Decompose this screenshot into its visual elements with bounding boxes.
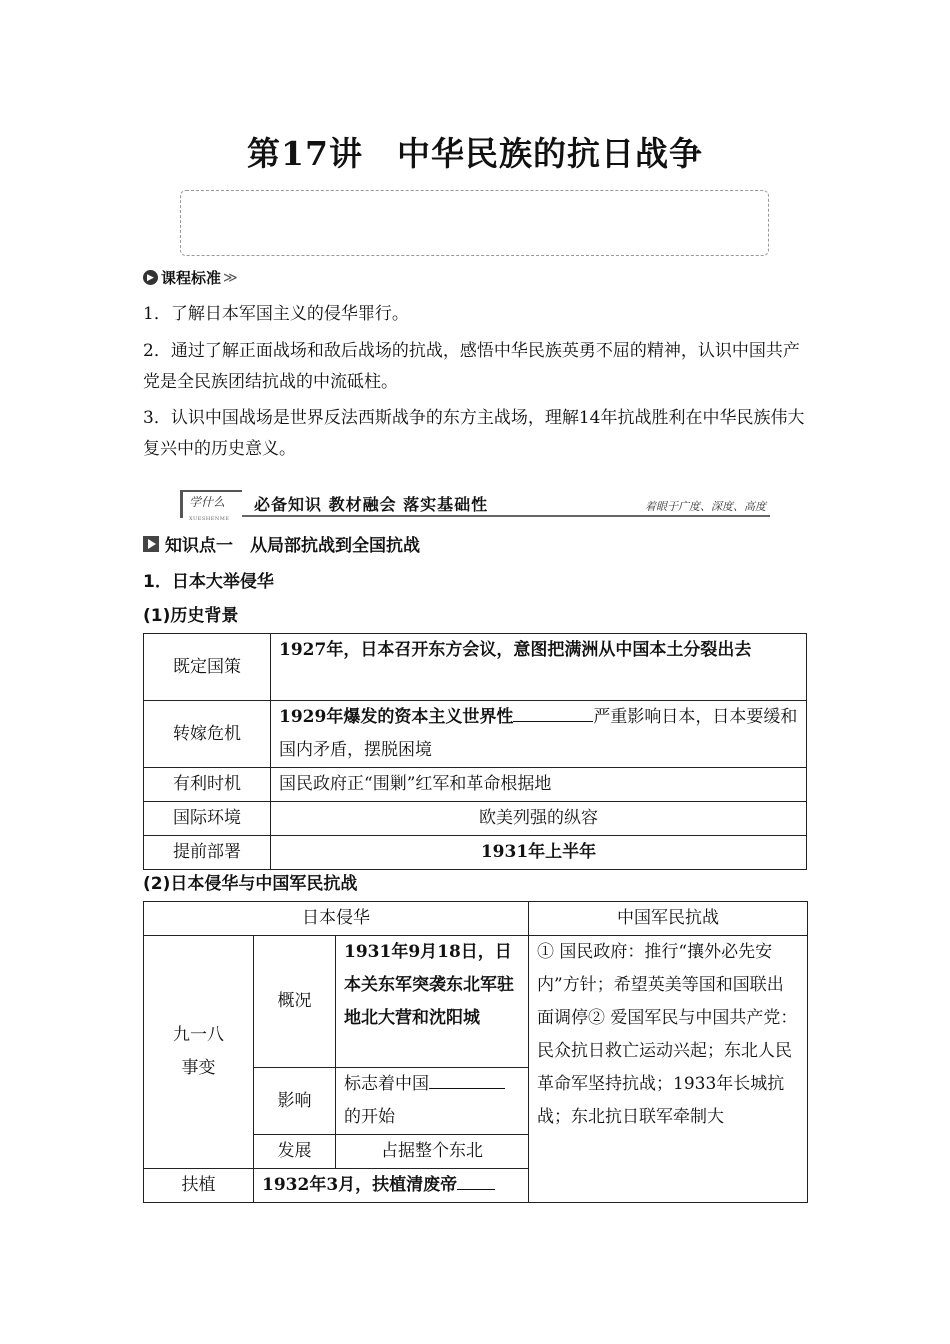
play-circle-icon: ▶ [143,270,158,285]
table-value: 1931年上半年 [271,836,807,870]
row-text [336,1068,529,1135]
section-heading-1: 1．日本大举侵华 [143,572,274,592]
page-title: 第17讲 中华民族的抗日战争 [247,134,703,173]
standard-item-3: 3．认识中国战场是世界反法西斯战争的东方主战场，理解14年抗战胜利在中华民族伟大复兴中的历史意义。 [143,408,805,459]
table-header-row [144,902,808,936]
row-text-part: 标志着中国 [344,1074,429,1094]
table-key: 既定国策 [144,634,271,701]
row-label: 发展 [254,1135,336,1169]
fill-blank [513,720,593,722]
table-row [144,768,807,802]
subheading-background: (1)历史背景 [143,606,239,626]
background-table [143,633,807,870]
section-banner [180,490,770,520]
puppet-label: 扶植 [144,1169,254,1203]
banner-rule [242,515,770,517]
table-value-part: 1929年爆发的资本主义世界性 [279,707,514,727]
table-key: 转嫁危机 [144,701,271,768]
table-row [144,936,808,1068]
play-square-icon [143,536,159,552]
puppet-text [254,1169,529,1203]
puppet-text-part: 1932年3月，扶植清废帝 [262,1175,458,1195]
knowledge-point-text: 知识点一 从局部抗战到全国抗战 [165,536,420,556]
knowledge-point-heading [143,531,420,556]
header-japan-invasion: 日本侵华 [144,902,529,936]
banner-logo-sub: XUESHENME [189,516,230,522]
banner-middle-text: 必备知识 教材融会 落实基础性 [254,495,489,514]
invasion-resistance-table [143,901,808,1203]
table-row [144,836,807,870]
row-label: 概况 [254,936,336,1068]
double-chevron-icon: ≫ [223,269,238,286]
banner-logo-text: 学什么 [189,495,226,509]
banner-right-text: 着眼于广度、深度、高度 [645,500,766,513]
course-standard-heading [143,267,238,288]
course-standard-label: 课程标准 [161,269,222,287]
fill-blank [457,1188,495,1190]
table-value-part: 严重影响日本，日本要缓和国内矛盾，摆脱困境 [279,707,798,760]
event-label: 九一八事变 [144,936,254,1169]
resistance-text: ① 国民政府：推行“攘外必先安内”方针；希望英美等国和国联出面调停② 爱国军民与中国共产党：民众抗日救亡运动兴起；东北人民革命军坚持抗战；1933年长城抗战；东北抗日联军牵制大 [529,936,808,1203]
table-value: 欧美列强的纵容 [271,802,807,836]
subheading-invasion: (2)日本侵华与中国军民抗战 [143,874,358,894]
table-row [144,634,807,701]
fill-blank [429,1087,505,1089]
table-value: 国民政府正“围剿”红军和革命根据地 [271,768,807,802]
table-value [271,701,807,768]
row-text: 占据整个东北 [336,1135,529,1169]
row-text-part: 的开始 [344,1107,395,1127]
banner-logo [180,490,242,522]
table-row [144,802,807,836]
header-chinese-resistance: 中国军民抗战 [529,902,808,936]
table-key: 提前部署 [144,836,271,870]
table-value: 1927年，日本召开东方会议，意图把满洲从中国本土分裂出去 [271,634,807,701]
empty-dashed-box [180,190,769,256]
row-label: 影响 [254,1068,336,1135]
table-key: 有利时机 [144,768,271,802]
table-row [144,701,807,768]
row-text: 1931年9月18日，日本关东军突袭东北军驻地北大营和沈阳城 [336,936,529,1068]
standard-item-1: 1．了解日本军国主义的侵华罪行。 [143,304,409,324]
table-key: 国际环境 [144,802,271,836]
standard-item-2: 2．通过了解正面战场和敌后战场的抗战，感悟中华民族英勇不屈的精神，认识中国共产党是全民族团结抗战的中流砥柱。 [143,341,800,392]
